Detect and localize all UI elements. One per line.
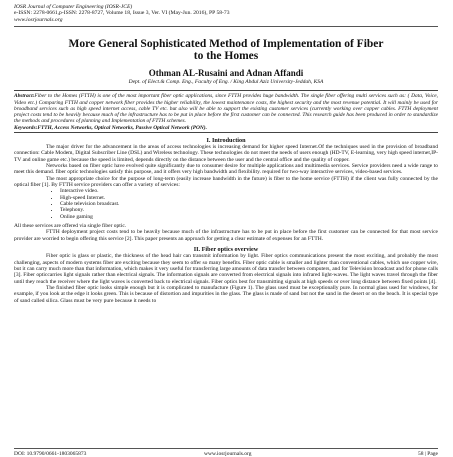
paper-title [14, 38, 438, 62]
overview-paragraph-2: The finished fiber optic looks simple enough but it is complicated to manufacture (Figure 1). The glass used must be exceptionally pure. In normal glass used for windows, for example, if you look at the edge it looks green. This is because of distortion and impurities in the glass. The glass is made of sand but not the sand in the desert or on the beach. It is special type of sand called silica. Glass must be very pure because it needs to [14, 284, 438, 304]
abstract-body: Fiber to the Homes (FTTH) is one of the most important fiber optic applications, since FTTH provides huge bandwidth. The single fiber offering multi services such as: ( Data, Voice, Video etc.) Comparing FTTH and copper network fiber provides the higher reliability, the lowest maintenance costs, the highest security and the most revenue potential. It will mainly be used for broadband services such as high speed internet access, cable TV etc. but also will be able to support the existing customer services (currently working over copper cables. FTTH deployment project costs tend to be heavily because much of the infrastructure has to be put in place before the first customer can be connected. This research guide has been produced in order to standardize the methods and procedures of planning and Implementation of FTTH schemes. [14, 93, 438, 125]
title-line-2: to the Homes [193, 50, 259, 63]
list-item: • High-speed Internet. [60, 195, 438, 201]
keywords-label: Keywords: [14, 124, 38, 131]
section-heading-introduction: I. Introduction [206, 137, 246, 144]
intro-paragraph-4: All these services are offered via single fiber optic. [14, 223, 127, 230]
journal-website[interactable]: www.iosrjournals.org [14, 16, 63, 23]
intro-paragraph-1: The major driver for the advancement in the areas of access technologies is increasing demand for higher speed Internet.Of the techniques used in the provision of broadband connection: Cable Modem, Digital Subscriber Line (DSL) and Wireless technology. These technologies do not meet the needs of users enough (HD-TV, E-learning, very high speed internet,IP-TV and online game etc.) because the speed is limited, depends directly on the distance between the user and the central office and the quality of copper. [14, 144, 438, 163]
intro-paragraph-2: Networks based on fiber optic have evolved quite significantly due to consumer desire for multiple applications and multimedia services. Service providers need a wide range to meet this demand. fiber optic technologies satisfy this purpose, and it offers very high bandwidth and flexibility. required for two-way interactive services, video-based services. [14, 163, 438, 176]
list-item: • Telephony. [60, 207, 438, 213]
abstract-text [14, 93, 438, 124]
services-list [14, 188, 438, 220]
footer-doi: DOI: 10.9790/0661-1803065873 [14, 451, 87, 457]
page-footer [14, 448, 438, 457]
keywords-line [14, 125, 438, 131]
journal-name: IOSR Journal of Computer Engineering (IOSR-JCE) [14, 4, 133, 10]
paper-authors: Othman AL-Rusaini and Adnan Affandi [148, 68, 304, 79]
journal-issn: e-ISSN: 2278-0661,p-ISSN: 2278-8727, Volume 18, Issue 3, Ver. VI (May-Jun. 2016), PP 58-73 [14, 10, 230, 17]
list-item: • Interactive video. [60, 188, 438, 194]
intro-paragraph-5: FTTH deployment project costs tend to be heavily because much of the infrastructure has to be put in place before the first customer can be connected for that most service provider are worried to begin offering this service [2]. This paper presents an approach for getting a clear estimate of expenses for an FTTH. [14, 229, 438, 242]
author-affiliation: Dept. of Elect.& Comp. Eng., Faculty of Eng. / King Abdul Aziz University-Jeddah, KSA [128, 79, 324, 86]
overview-paragraph-1: Fiber optic is glass or plastic, the thickness of the head hair can transmit information by light. Fiber optics communications present the most exciting, and probably the most challenging, aspects of modern systems fiber are exciting because they seem to offer so many benefits. Fiber optic cable is smaller and lighter than conventional cables, which use copper wire, but it can carry much more than that information, which makes it very useful for transferring large amounts of data transfer between computers, and for Television broadcast and for phone calls [3]. Fiber opticcarries light signals rather than electrical signals. The information signals are converted from electrical signals into infrared light-waves. The light waves travel through the fiber until they reach the receiver where the light waves is converted back to electrical signals. Fiber optics best for transmitting signals at high speeds or over long distance between fixed points [4]. [14, 253, 438, 285]
title-line-1: More General Sophisticated Method of Implementation of Fiber [68, 38, 384, 51]
abstract-block [14, 90, 438, 133]
keywords-list: FTTH, Access Networks, Optical Networks, Passive Optical Network (PON). [37, 124, 207, 131]
list-item: • Cable television broadcast. [60, 201, 438, 207]
list-item: • Online gaming [60, 214, 438, 220]
intro-paragraph-3: The most appropriate choice for the purpose of long-term (easily increase bandwidth in the future) is fiber to the home service (FTTH) if the client was fully connected by the optical fiber [1]. By FTTH service providers can offer a variety of services: [14, 175, 438, 189]
footer-page-number: 58 | Page [417, 451, 438, 457]
paper-page [14, 4, 438, 457]
section-heading-fiber-overview: II. Fiber optics overview [193, 246, 259, 254]
header-rule [14, 26, 438, 27]
abstract-label: Abstract: [14, 93, 35, 100]
journal-header [14, 4, 438, 23]
footer-website[interactable]: www.iosrjournals.org [204, 451, 252, 457]
